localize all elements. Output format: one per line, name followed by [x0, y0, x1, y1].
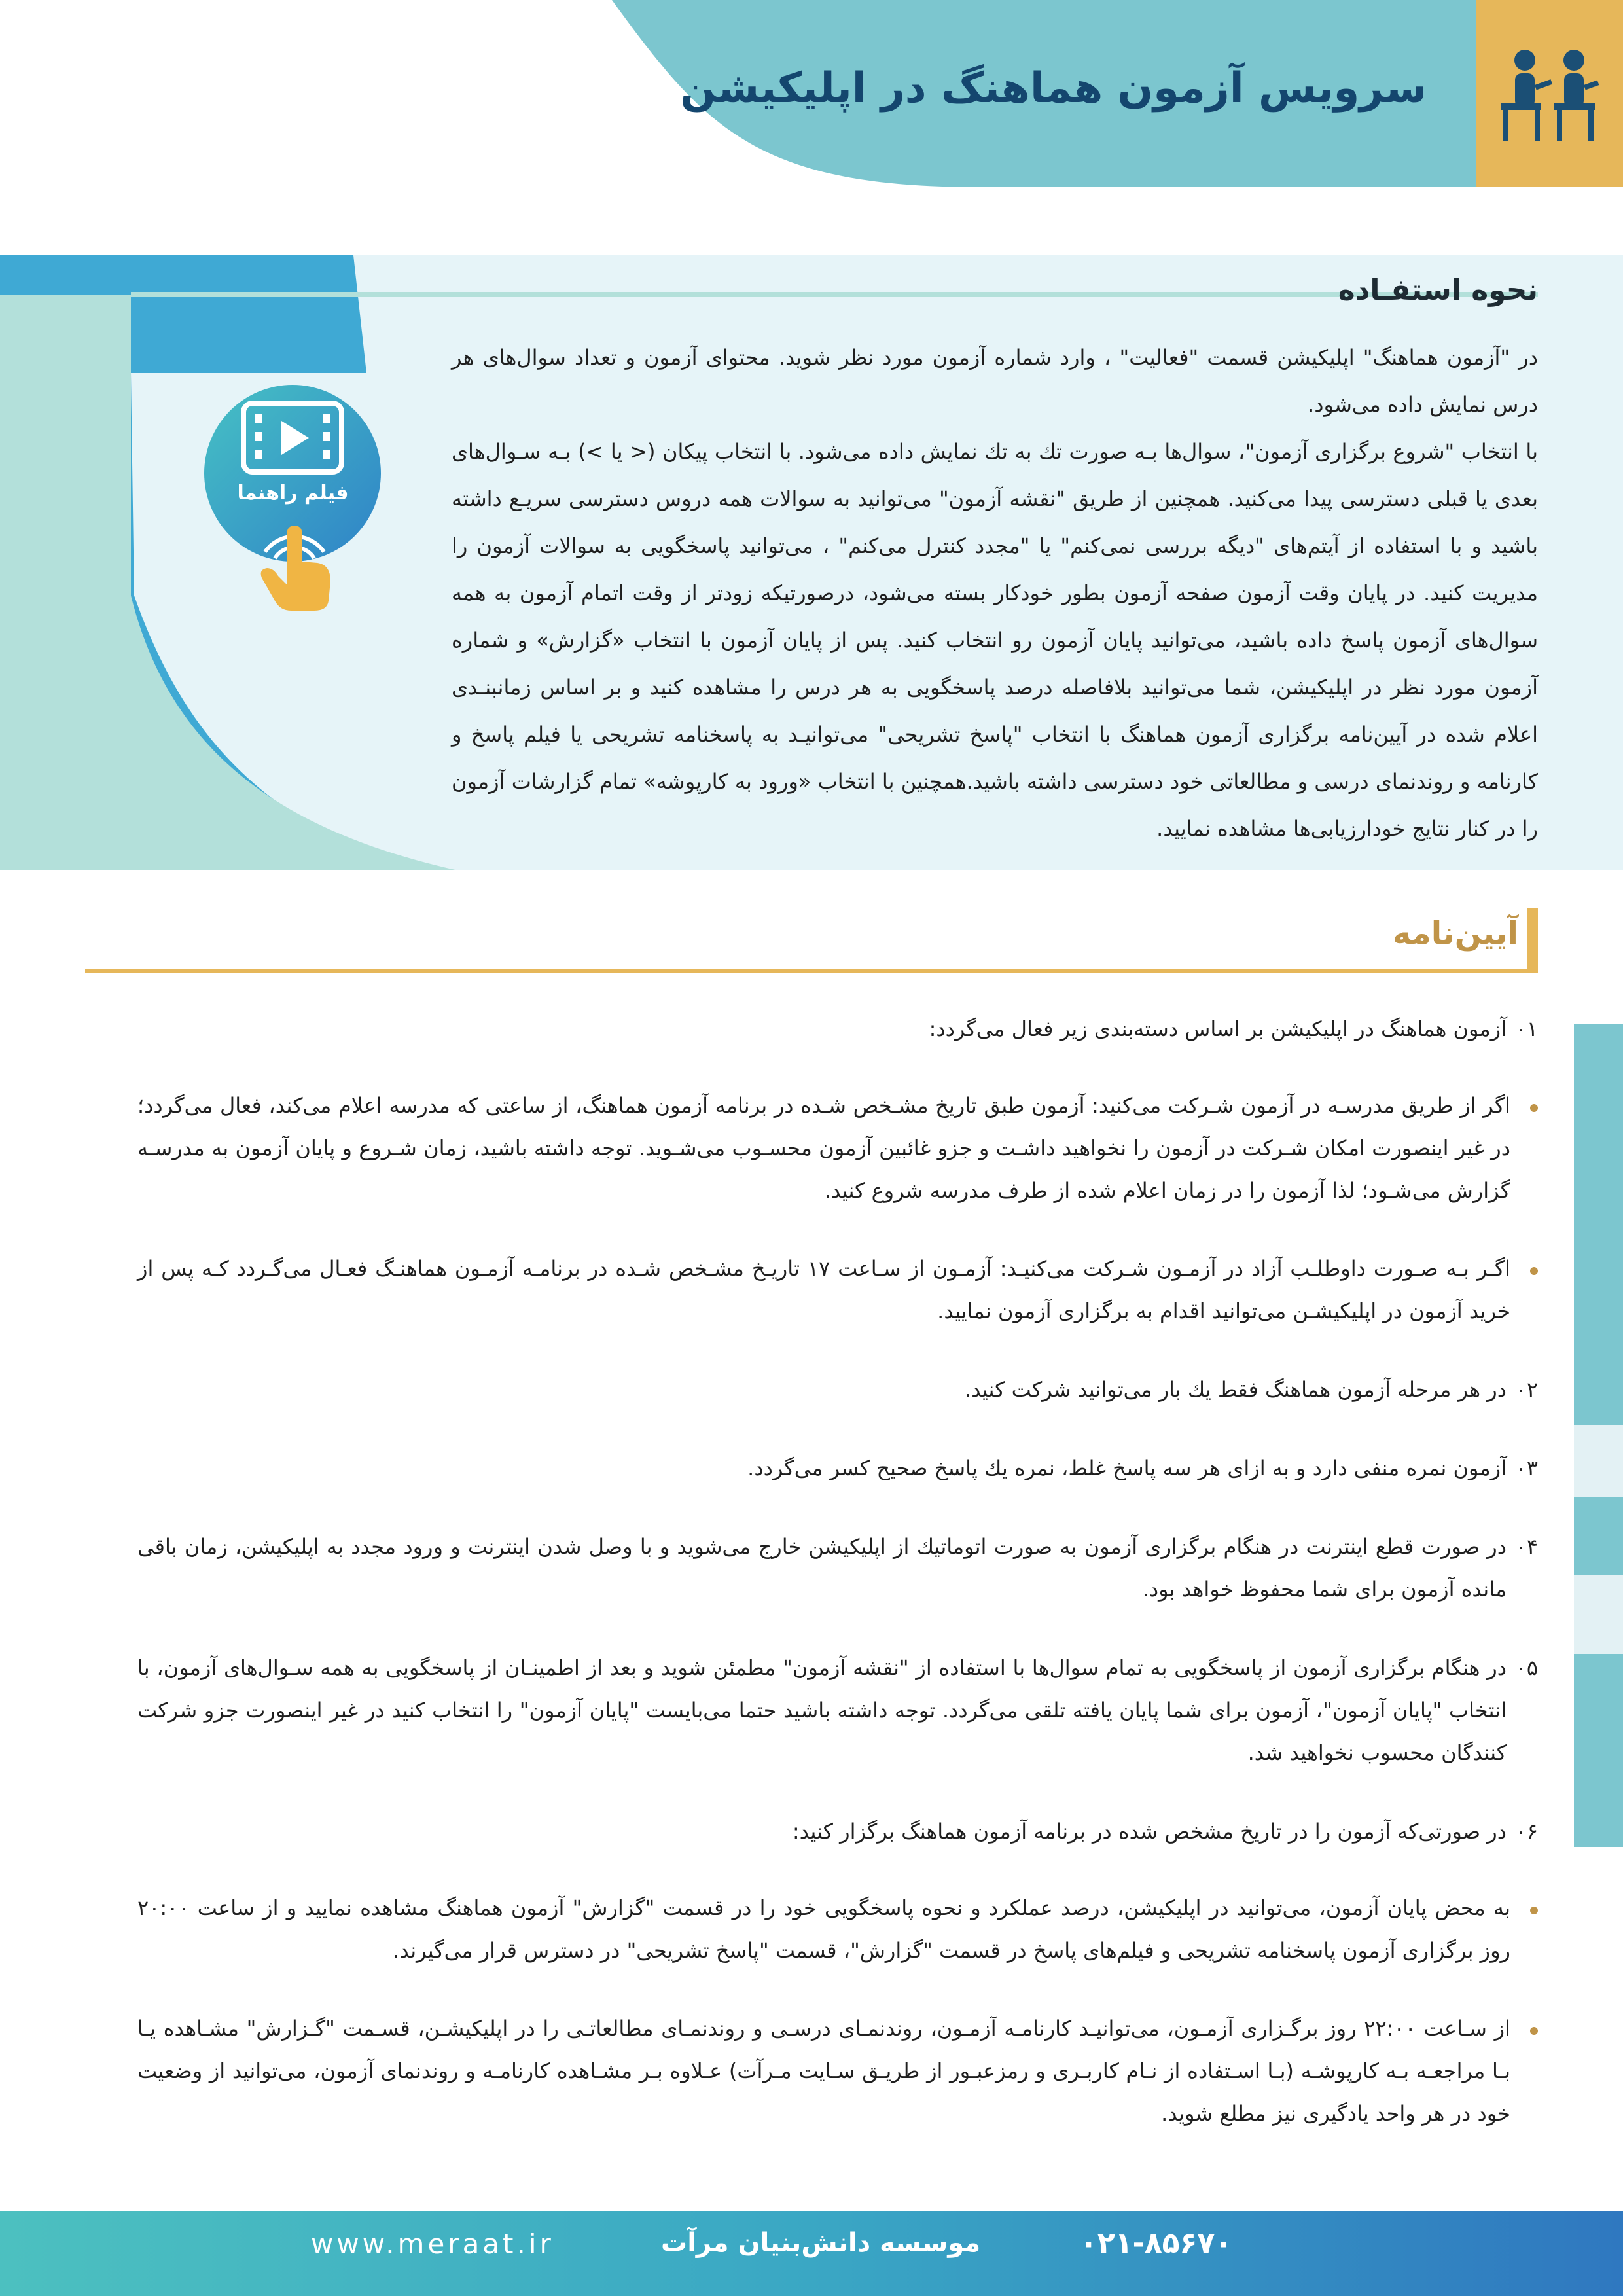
- side-stripe: [1574, 1425, 1623, 1497]
- video-guide-label: فیلم راهنما: [237, 482, 349, 505]
- students-at-desks-icon: [1495, 46, 1603, 144]
- list-item: [137, 1810, 1538, 1853]
- list-item: [137, 1526, 1538, 1611]
- list-item: [137, 1008, 1538, 1050]
- list-item: [137, 1447, 1538, 1490]
- list-item: [137, 1887, 1538, 1972]
- item-text: در صورت قطع اینترنت در هنگام برگزاری آزمون به صورت اتوماتیك از اپلیکیشن خارج می‌شوید و با وصل شدن اینترنت و ورود مجدد به اپلیکیشن، زمان باقی مانده آزمون برای شما محفوظ خواهد بود.: [137, 1534, 1507, 1602]
- footer-organization: موسسه دانش‌بنیان مرآت: [661, 2228, 981, 2258]
- bullet-icon: [1530, 1104, 1538, 1112]
- footer-phone[interactable]: ۰۲۱-۸۵۶۷۰: [1080, 2227, 1233, 2260]
- bullet-icon: [1530, 1267, 1538, 1275]
- item-text: در صورتی‌که آزمون را در تاریخ مشخص شده در برنامه آزمون هماهنگ برگزار کنید:: [792, 1819, 1507, 1844]
- item-number: ۰۱: [1515, 1016, 1538, 1041]
- list-item: [137, 1647, 1538, 1774]
- rules-list: [137, 1008, 1538, 2135]
- usage-paragraph: در "آزمون هماهنگ" اپلیکیشن قسمت "فعالیت" ، وارد شماره آزمون مورد نظر شوید. محتوای آزمون و تعداد سوال‌های هر درس نمایش داده می‌شود.: [452, 345, 1538, 417]
- item-number: ۰۲: [1515, 1377, 1538, 1402]
- usage-text: [452, 334, 1538, 852]
- side-stripe: [1574, 1024, 1623, 1425]
- item-text: در هنگام برگزاری آزمون از پاسخگویی به تمام سوال‌ها با استفاده از "نقشه آزمون" مطمئن شوید و بعد از اطمینـان از پاسخگویی به همه سـوال‌های آزمون، با انتخاب "پایان آزمون"، آزمون برای شما پایان یافته تلقی می‌گردد. توجه داشته باشید حتما می‌بایست "پایان آزمون" را انتخاب کنید در غیر اینصورت جزو شرکت کنندگان محسوب نخواهید شد.: [137, 1655, 1507, 1765]
- item-text: آزمون هماهنگ در اپلیکیشن بر اساس دسته‌بندی زیر فعال می‌گردد:: [929, 1016, 1507, 1041]
- item-text: در هر مرحله آزمون هماهنگ فقط یك بار می‌توانید شرکت کنید.: [964, 1377, 1507, 1402]
- list-item: [137, 2007, 1538, 2135]
- item-text: اگـر بـه صـورت داوطلـب آزاد در آزمـون شـرکت می‌کنیـد: آزمـون از سـاعت ۱۷ تاریـخ مشـخص شـده در برنامـه آزمـون هماهنـگ فعـال می‌گـردد کـه پس از خرید آزمون در اپلیکیشـن می‌توانید اقدام به برگزاری آزمون نمایید.: [137, 1256, 1510, 1323]
- item-number: ۰۳: [1515, 1456, 1538, 1480]
- item-text: اگر از طریق مدرسـه در آزمون شـرکت می‌کنید: آزمون طبق تاریخ مشـخص شـده در برنامه آزمون هماهنگ، از ساعتی که مدرسه اعلام می‌کند، فعال می‌گردد؛ در غیر اینصورت امکان شـرکت در آزمون را نخواهید داشـت و جزو غائبین آزمون محسـوب می‌شـوید. توجه داشته باشید، زمان شـروع و پایان آزمون به مدرسـه گزارش می‌شـود؛ لذا آزمون را در زمان اعلام شده از طرف مدرسه شروع کنید.: [137, 1093, 1510, 1203]
- rules-heading: آیین‌نامه: [1392, 915, 1518, 952]
- item-text: به محض پایان آزمون، می‌توانید در اپلیکیشن، درصد عملکرد و نحوه پاسخگویی خود را در قسمت "گزارش" آزمون هماهنگ مشاهده نمایید و از ساعت ۲۰:۰۰ روز برگزاری آزمون پاسخنامه تشریحی و فیلم‌های پاسخ در قسمت "گزارش"، قسمت "پاسخ تشریحی" در دسترس قرار می‌گیرند.: [137, 1895, 1510, 1963]
- side-stripe: [1574, 1575, 1623, 1654]
- side-stripe: [1574, 1497, 1623, 1575]
- bullet-icon: [1530, 2027, 1538, 2035]
- side-stripe: [1574, 1654, 1623, 1847]
- rules-heading-accent: [1527, 908, 1538, 973]
- bullet-icon: [1530, 1907, 1538, 1914]
- item-number: ۰۶: [1515, 1819, 1538, 1844]
- item-text: آزمون نمره منفی دارد و به ازای هر سه پاسخ غلط، نمره یك پاسخ صحیح کسر می‌گردد.: [747, 1456, 1507, 1480]
- item-number: ۰۵: [1515, 1655, 1538, 1680]
- item-number: ۰۴: [1515, 1534, 1538, 1559]
- usage-paragraph: با انتخاب "شروع برگزاری آزمون"، سوال‌ها بـه صورت تك به تك نمایش داده می‌شود. با انتخاب پیکان (< یا >) بـه سـوال‌های بعدی یا قبلی دسترسی پیدا می‌کنید. همچنین از طریق "نقشه آزمون" می‌توانید به سوالات همه دروس دسترسی سریـع داشته باشید و با استفاده از آیتم‌های "دیگه بررسی نمی‌کنم" یا "مجدد کنترل می‌کنم" ، می‌توانید پاسخگویی به سوالات آزمون را مدیریت کنید. در پایان وقت آزمون صفحه آزمون بطور خودکار بسته می‌شود، درصورتیکه زودتر از وقت اتمام آزمون به همه سوال‌های آزمون پاسخ داده باشید، می‌توانید پایان آزمون رو انتخاب کنید. پس از پایان آزمون با انتخاب «گزارش» و شماره آزمون مورد نظر در اپلیکیشن، شما می‌توانید بلافاصله درصد پاسخگویی به هر درس را مشاهده کنید و بر اساس زمانبنـدی اعلام شده در آیین‌نامه برگزاری آزمون هماهنگ با انتخاب "پاسخ تشریحی" می‌توانیـد به پاسخنامه تشریحی یا فیلم پاسخ و کارنامه و روندنمای درسی و مطالعاتی خود دسترسی داشته باشید.همچنین با انتخاب «ورود به کارپوشه» تمام گزارشات آزمون را در کنار نتایج خودارزیابی‌ها مشاهده نمایید.: [452, 439, 1538, 841]
- list-item: [137, 1369, 1538, 1411]
- video-guide-button[interactable]: [203, 385, 383, 614]
- usage-heading: نحوه استفـاده: [1338, 274, 1538, 307]
- footer-website-link[interactable]: www.meraat.ir: [311, 2228, 554, 2260]
- logo: [1476, 0, 1623, 187]
- item-text: از سـاعت ۲۲:۰۰ روز برگـزاری آزمـون، می‌توانیـد کارنامـه آزمـون، روندنمـای درسـی و روندنمـای مطالعاتـی را در اپلیکیشـن، قسـمت "گـزارش" مشـاهده یـا بـا مراجعـه بـه کارپوشـه (بـا اسـتفاده از نـام کاربـری و رمزعبـور از طریـق سـایت مـرآت) عـلاوه بـر مشـاهده کارنامـه و روندنمای آزمون، می‌توانید از وضعیت خود در هر واحد یادگیری نیز مطلع شوید.: [137, 2016, 1511, 2126]
- list-item: [137, 1085, 1538, 1212]
- list-item: [137, 1247, 1538, 1333]
- rules-divider: [85, 969, 1538, 973]
- page-title: سرویس آزمون هماهنگ در اپلیکیشن: [680, 64, 1427, 113]
